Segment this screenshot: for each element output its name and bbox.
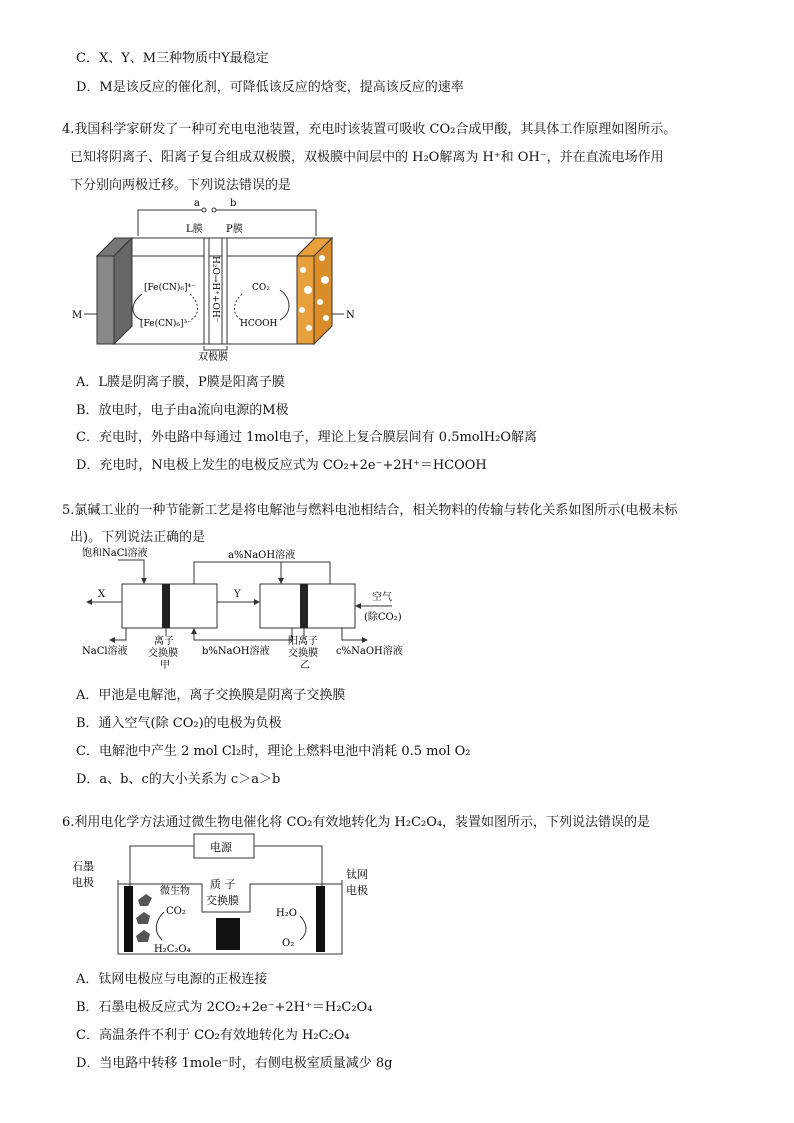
membrane-yi-line-1: 阳离子: [288, 636, 318, 647]
q6-figure: [70, 832, 380, 962]
membrane-jia-line-3: 甲: [160, 660, 170, 670]
fe-cn-top-label: [Fe(CN)₆]⁴⁻: [144, 283, 196, 293]
q5-option-a: A．甲池是电解池，离子交换膜是阴离子交换膜: [76, 688, 346, 703]
air-note-label: (除CO₂): [364, 612, 402, 623]
bipolar-label: 双极膜: [198, 352, 228, 363]
q4-stem-line-1: 4.我国科学家研发了一种可充电电池装置，充电时该装置可吸收 CO₂合成甲酸，其具体工作原理如图所示。: [62, 122, 677, 137]
h2c2o4-label: H₂C₂O₄: [154, 944, 191, 955]
terminal-b-label: b: [230, 198, 237, 209]
q5-option-c: C．电解池中产生 2 mol Cl₂时，理论上燃料电池中消耗 0.5 mol O₂: [76, 744, 471, 759]
power-label: 电源: [210, 841, 232, 854]
graphite-line-1: 石墨: [72, 860, 94, 873]
q4-stem-line-3: 下分别向两极迁移。下列说法错误的是: [70, 178, 292, 193]
ti-line-2: 电极: [346, 884, 368, 897]
sat-nacl-label: 饱和NaCl溶液: [82, 548, 148, 559]
q6-stem: 6.利用电化学方法通过微生物电催化将 CO₂有效地转化为 H₂C₂O₄，装置如图所示，下列说法错误的是: [62, 815, 651, 830]
q4-option-d: D．充电时，N电极上发生的电极反应式为 CO₂+2e⁻+2H⁺＝HCOOH: [76, 458, 487, 473]
graphite-line-2: 电极: [72, 876, 94, 889]
q4-option-b: B．放电时，电子由a流向电源的M极: [76, 403, 289, 418]
q5-option-b: B．通入空气(除 CO₂)的电极为负极: [76, 716, 282, 731]
q5-option-d: D．a、b、c的大小关系为 c＞a＞b: [76, 772, 281, 787]
q4-stem-line-2: 已知将阴离子、阳离子复合组成双极膜，双极膜中间层中的 H₂O解离为 H⁺和 OH⁻，并在直流电场作用: [70, 150, 664, 165]
hcooh-label: HCOOH: [240, 319, 278, 329]
q5-stem-line-2: 出)。下列说法正确的是: [70, 530, 206, 545]
proton-line-1: 质 子: [210, 878, 236, 891]
q6-option-c: C．高温条件不利于 CO₂有效地转化为 H₂C₂O₄: [76, 1028, 350, 1043]
membrane-yi-line-3: 乙: [300, 660, 310, 670]
h2o-label: H₂O: [276, 908, 297, 919]
nacl-out-label: NaCl溶液: [82, 646, 128, 657]
fe-cn-bottom-label: [Fe(CN)₆]³⁻: [140, 319, 192, 329]
membrane-yi-line-2: 交换膜: [288, 648, 318, 659]
q6-option-d: D．当电路中转移 1mole⁻时，右侧电极室质量减少 8g: [76, 1056, 393, 1071]
terminal-a-label: a: [194, 198, 200, 209]
q4-option-c: C．充电时，外电路中每通过 1mol电子，理论上复合膜层间有 0.5molH₂O解离: [76, 430, 537, 445]
q6-option-a: A．钛网电极应与电源的正极连接: [76, 972, 268, 987]
q4-figure: [70, 198, 370, 363]
o2-label: O₂: [282, 938, 295, 949]
a-naoh-label: a%NaOH溶液: [228, 550, 296, 561]
middle-ions-label: H₂O→H⁺+OH⁻: [210, 256, 220, 323]
membrane-jia-line-2: 交换膜: [148, 648, 178, 659]
y-label: Y: [234, 589, 241, 600]
option-c-prev: C．X、Y、M三种物质中Y最稳定: [76, 51, 269, 66]
q5-figure: [82, 544, 412, 670]
electrode-n-label: N: [346, 310, 355, 321]
l-membrane-label: L膜: [186, 224, 203, 235]
b-naoh-label: b%NaOH溶液: [202, 646, 270, 657]
co2-label: CO₂: [252, 283, 270, 293]
ti-line-1: 钛网: [346, 868, 368, 881]
q6-option-b: B．石墨电极反应式为 2CO₂+2e⁻+2H⁺＝H₂C₂O₄: [76, 1000, 373, 1015]
co2-label: CO₂: [166, 906, 186, 917]
c-naoh-label: c%NaOH溶液: [336, 646, 403, 657]
option-d-prev: D．M是该反应的催化剂，可降低该反应的焓变，提高该反应的速率: [76, 80, 464, 95]
q4-option-a: A．L膜是阴离子膜，P膜是阳离子膜: [76, 375, 285, 390]
x-label: X: [98, 589, 106, 600]
p-membrane-label: P膜: [226, 224, 243, 235]
proton-line-2: 交换膜: [206, 894, 239, 907]
q5-stem-line-1: 5.氯碱工业的一种节能新工艺是将电解池与燃料电池相结合，相关物料的传输与转化关系如图所示(电极未标: [62, 503, 678, 518]
electrode-m-label: M: [72, 310, 83, 321]
air-label: 空气: [372, 592, 392, 603]
microbe-label: 微生物: [160, 886, 190, 897]
membrane-jia-line-1: 离子: [154, 636, 174, 647]
